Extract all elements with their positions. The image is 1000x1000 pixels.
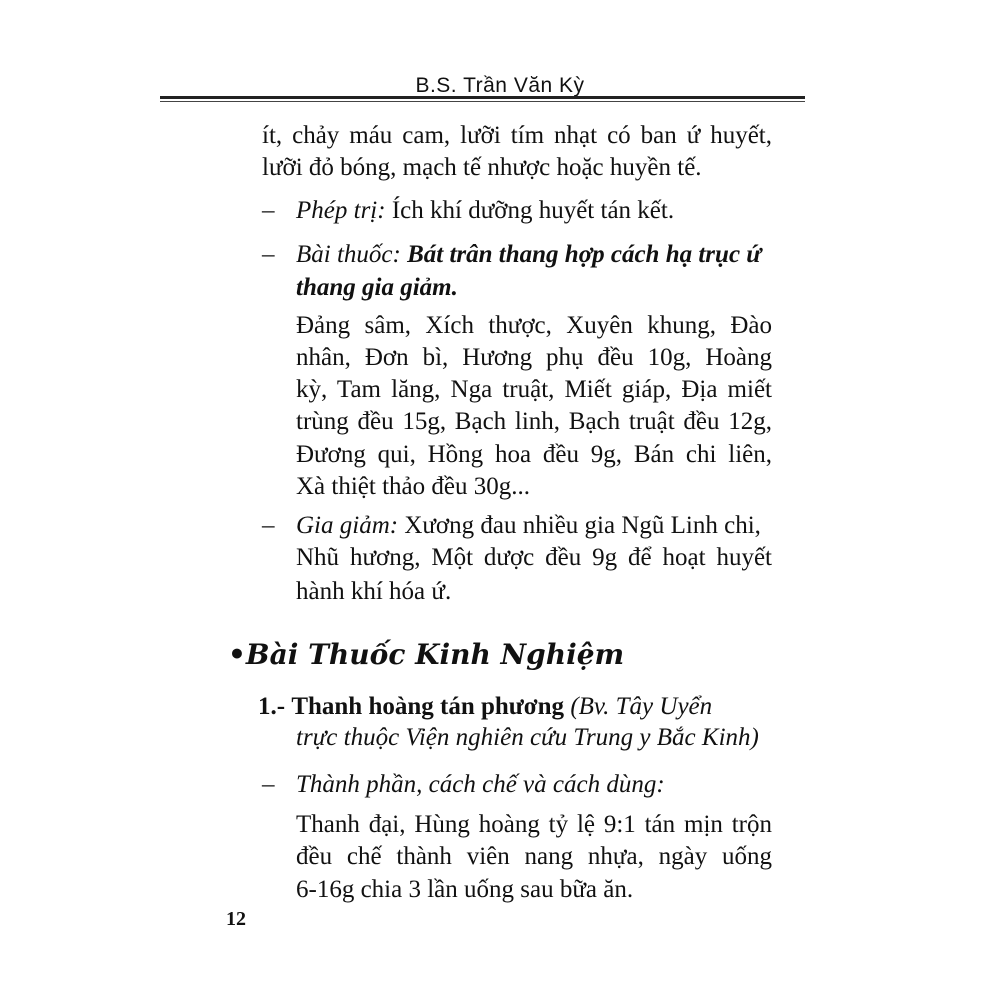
header-rule-thin (160, 101, 805, 102)
list-dash: – (262, 197, 275, 224)
ingredient-line: trùng đều 15g, Bạch linh, Bạch truật đều 12g, (296, 408, 772, 435)
phep-tri-text: Ích khí dưỡng huyết tán kết. (385, 197, 675, 224)
gia-giam-line (296, 511, 761, 541)
bai-thuoc-line (296, 240, 761, 270)
gia-giam-label: Gia giảm: (296, 512, 399, 539)
bai-thuoc-title-cont (296, 273, 458, 303)
phep-tri-label: Phép trị: (296, 197, 386, 224)
ingredient-line: Xà thiệt thảo đều 30g... (296, 473, 530, 500)
page-number: 12 (226, 908, 246, 930)
bai-thuoc-title-2: thang gia giảm. (296, 274, 458, 301)
text-line: hành khí hóa ứ. (296, 578, 452, 605)
section-heading: •Bài Thuốc Kinh Nghiệm (228, 638, 625, 671)
item-source-2: trực thuộc Viện nghiên cứu Trung y Bắc Kinh) (296, 724, 759, 751)
thanh-phan-label-line (296, 770, 665, 800)
gia-giam-text: Xương đau nhiều gia Ngũ Linh chi, (398, 512, 761, 539)
text-line: Nhũ hương, Một dược đều 9g để hoạt huyết (296, 544, 772, 571)
ingredient-line: kỳ, Tam lăng, Nga truật, Miết giáp, Địa miết (296, 376, 772, 403)
phep-tri-line (296, 196, 674, 226)
list-dash: – (262, 241, 275, 268)
thanh-phan-label: Thành phần, cách chế và cách dùng: (296, 771, 665, 798)
usage-line: 6-16g chia 3 lần uống sau bữa ăn. (296, 876, 634, 903)
usage-line: đều chế thành viên nang nhựa, ngày uống (296, 843, 772, 870)
ingredient-line: nhân, Đơn bì, Hương phụ đều 10g, Hoàng (296, 344, 772, 371)
list-dash: – (262, 512, 275, 539)
header-rule (160, 96, 805, 99)
item-source: (Bv. Tây Uyển (564, 693, 713, 720)
item-title-line (258, 692, 712, 722)
item-source-cont (296, 723, 759, 753)
running-header-author: B.S. Trần Văn Kỳ (415, 74, 585, 97)
text-line: lưỡi đỏ bóng, mạch tế nhược hoặc huyền tế. (262, 154, 702, 181)
ingredient-line: Đương qui, Hồng hoa đều 9g, Bán chi liên, (296, 441, 772, 468)
bai-thuoc-title: Bát trân thang hợp cách hạ trục ứ (407, 241, 762, 268)
text-line: ít, chảy máu cam, lưỡi tím nhạt có ban ứ huyết, (262, 122, 772, 149)
usage-line: Thanh đại, Hùng hoàng tỷ lệ 9:1 tán mịn trộn (296, 811, 772, 838)
ingredient-line: Đảng sâm, Xích thược, Xuyên khung, Đào (296, 312, 772, 339)
item-number: 1.- (258, 693, 286, 720)
list-dash: – (262, 771, 275, 798)
item-title: Thanh hoàng tán phương (291, 693, 565, 720)
bai-thuoc-label: Bài thuốc: (296, 241, 408, 268)
